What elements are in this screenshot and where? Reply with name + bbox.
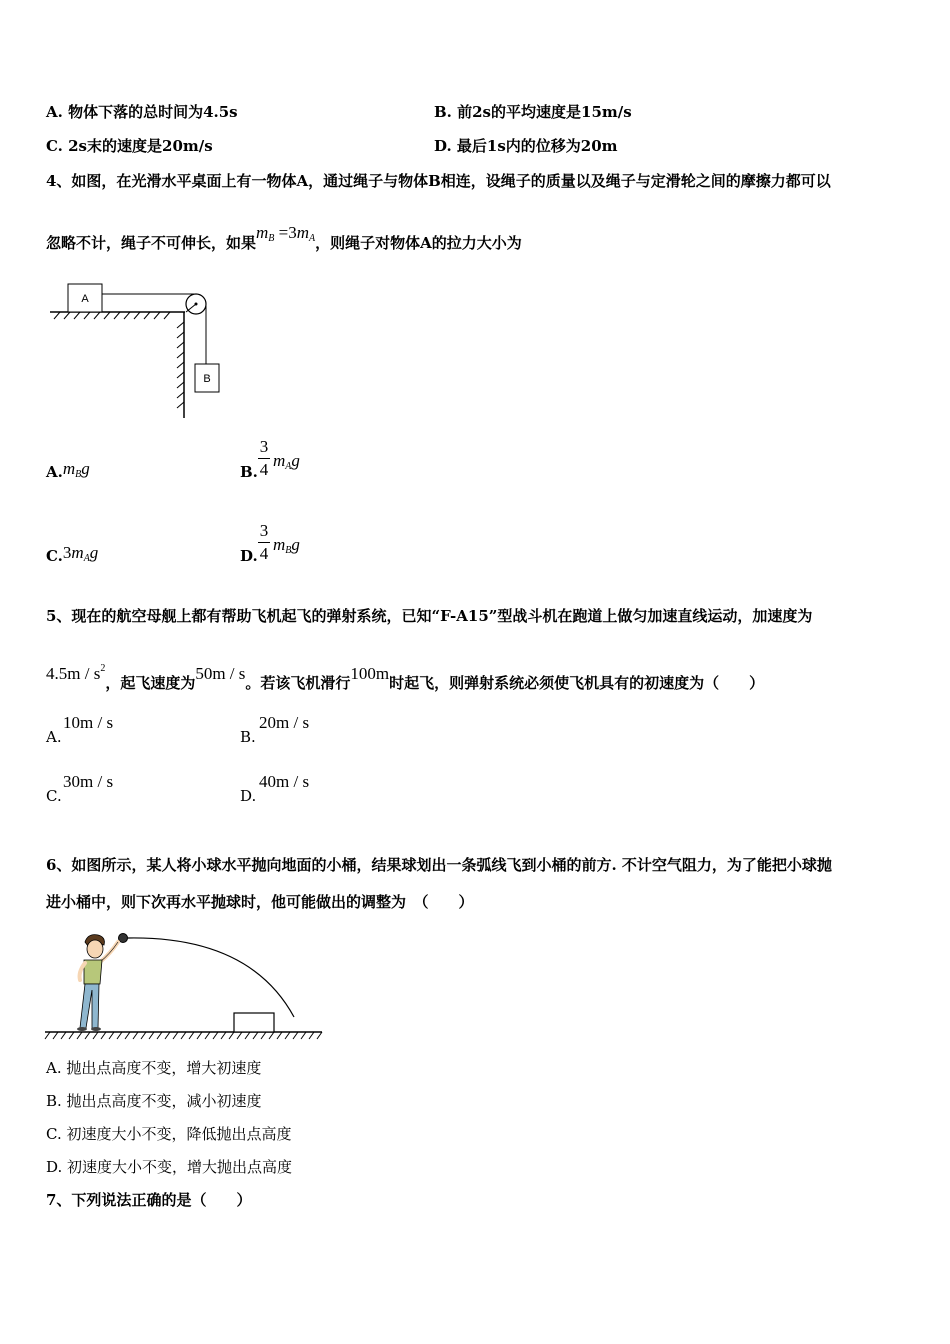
q4-option-a: $A.m_Bg$ bbox=[46, 459, 90, 481]
q5-option-b-label: B. bbox=[240, 728, 256, 746]
q5-distance: 100m bbox=[350, 664, 390, 683]
block-b-label: B bbox=[203, 373, 211, 385]
q5-stem-line2: $4.5m / s^2$，起飞速度为50m / s。若该飞机滑行100m时起飞，则弹射系统必须使飞机具有的初速度为（ ） bbox=[46, 663, 765, 692]
q4-stem-line1: 4、如图，在光滑水平桌面上有一物体A，通过绳子与物体B相连，设绳子的质量以及绳子与定滑轮之间的摩擦力都可以 bbox=[46, 172, 831, 190]
ball bbox=[119, 934, 128, 943]
q5-option-a-value: 10m / s bbox=[63, 713, 114, 732]
q5-stem-line1: 5、现在的航空母舰上都有帮助飞机起飞的弹射系统，已知“F-A15”型战斗机在跑道上做匀加速直线运动，加速度为 bbox=[46, 607, 813, 625]
q4-option-d-fraction: 3 4 bbox=[259, 521, 269, 563]
q6-stem-line2: 进小桶中，则下次再水平抛球时，他可能做出的调整为 （ ） bbox=[46, 893, 474, 911]
ball-trajectory bbox=[128, 938, 294, 1017]
q5-option-d-label: D. bbox=[240, 787, 257, 805]
q6-option-d: D. 初速度大小不变，增大抛出点高度 bbox=[46, 1158, 293, 1176]
q4-option-b-mass: $m_Ag$ bbox=[273, 451, 300, 472]
q4-stem-line2 bbox=[46, 223, 522, 259]
q5-option-b-value: 20m / s bbox=[259, 713, 310, 732]
q4-mass-relation: $m_B =3m_A$ bbox=[256, 223, 316, 244]
q4-stem-text-a: 忽略不计，绳子不可伸长，如果 bbox=[46, 234, 257, 252]
q5-option-c-label: C. bbox=[46, 787, 62, 805]
q4-option-d-mass: $m_Bg$ bbox=[273, 535, 300, 556]
q3-option-d: D. 最后1s内的位移为20m bbox=[434, 137, 618, 155]
bucket bbox=[234, 1013, 274, 1032]
q3-option-b: B. 前2s的平均速度是15m/s bbox=[434, 103, 632, 121]
q6-option-b: B. 抛出点高度不变，减小初速度 bbox=[46, 1092, 262, 1110]
person-icon bbox=[77, 935, 118, 1031]
q4-option-b-label: B. bbox=[240, 463, 258, 481]
q6-stem-line1: 6、如图所示，某人将小球水平抛向地面的小桶，结果球划出一条弧线飞到小桶的前方. 不计空气阻力，为了能把小球抛 bbox=[46, 856, 832, 874]
q3-option-c: C. 2s末的速度是20m/s bbox=[46, 137, 213, 155]
ground-hatching bbox=[45, 1032, 322, 1039]
q4-option-c: $C.3m_Ag$ bbox=[46, 543, 99, 565]
block-a-label: A bbox=[81, 293, 89, 305]
q4-option-d-label: D. bbox=[240, 547, 258, 565]
q4-pulley-figure bbox=[40, 278, 240, 428]
q5-takeoff-speed: 50m / s bbox=[195, 664, 246, 683]
q3-option-a: A. 物体下落的总时间为4.5s bbox=[46, 103, 238, 121]
q5-option-a-label: A. bbox=[46, 728, 62, 746]
q6-option-a: A. 抛出点高度不变，增大初速度 bbox=[46, 1059, 262, 1077]
q4-stem-text-b: ，则绳子对物体A的拉力大小为 bbox=[315, 234, 522, 252]
q5-option-d-value: 40m / s bbox=[259, 772, 310, 791]
q5-acceleration: $4.5m / s^2$ bbox=[46, 663, 106, 683]
q5-option-c-value: 30m / s bbox=[63, 772, 114, 791]
q6-option-c: C. 初速度大小不变，降低抛出点高度 bbox=[46, 1125, 292, 1143]
q7-stem: 7、下列说法正确的是（ ） bbox=[46, 1191, 252, 1209]
q6-projectile-figure bbox=[40, 928, 330, 1043]
q4-option-b-fraction: 3 4 bbox=[259, 437, 269, 479]
